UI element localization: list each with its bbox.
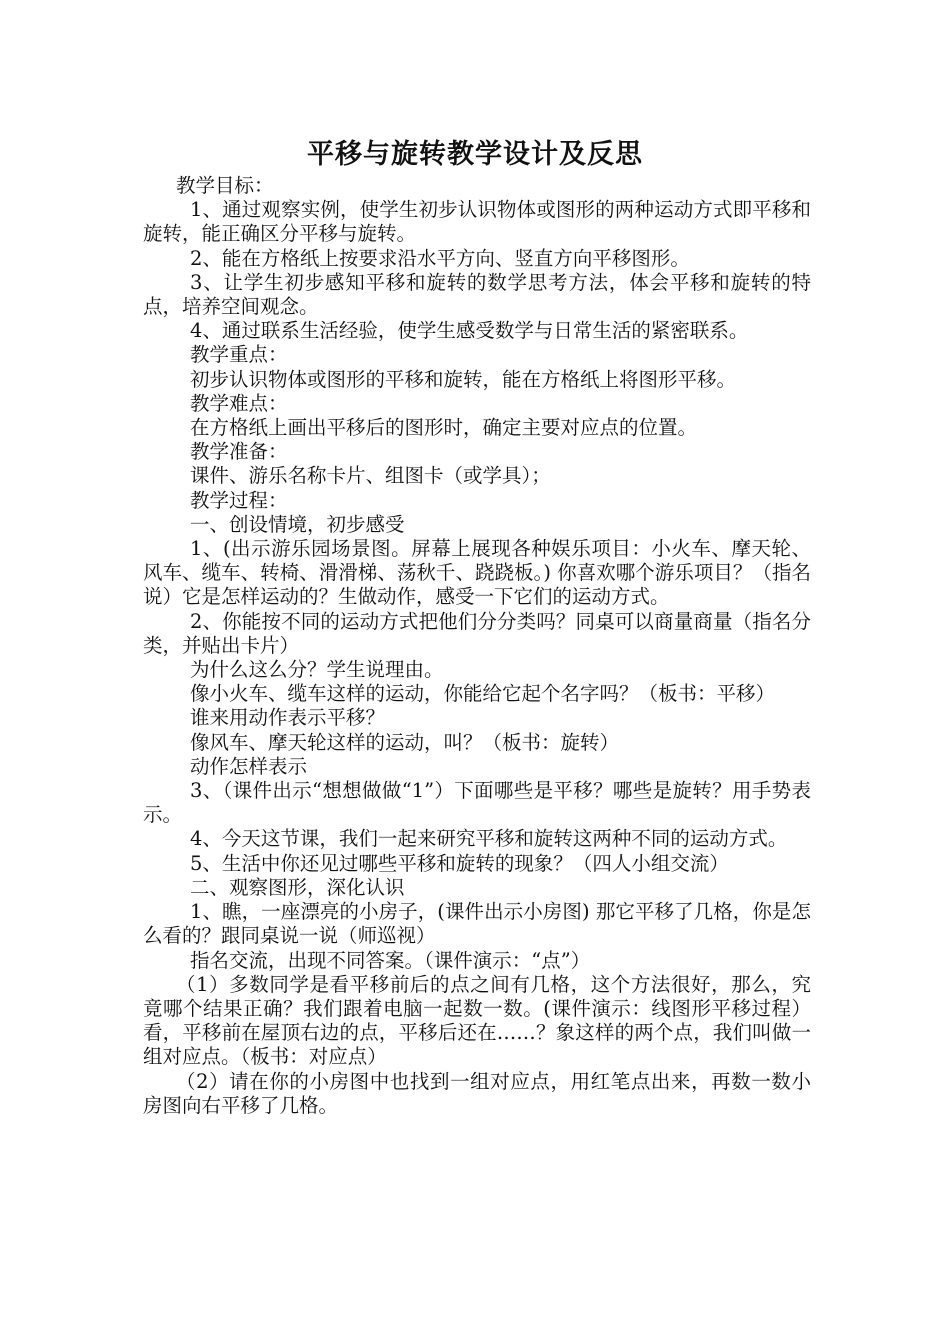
paragraph: 教学难点： bbox=[190, 391, 288, 415]
paragraph: 课件、游乐名称卡片、组图卡（或学具）； bbox=[190, 464, 551, 488]
paragraph: 教学准备： bbox=[190, 440, 288, 464]
paragraph: 像风车、摩天轮这样的运动，叫？（板书：旋转） bbox=[190, 730, 620, 754]
document-body bbox=[143, 174, 811, 1118]
paragraph: 教学目标： bbox=[176, 174, 274, 197]
paragraph: 3、（课件出示“想想做做“1”）下面哪些是平移？哪些是旋转？用手势表示。 bbox=[143, 779, 811, 827]
paragraph: 一、创设情境，初步感受 bbox=[190, 512, 405, 536]
paragraph: （1）多数同学是看平移前后的点之间有几格，这个方法很好，那么，究竟哪个结果正确？我们跟着电脑一起数一数。(课件演示：线图形平移过程）看，平移前在屋顶右边的点，平移后还在……？象这样的两个点，我们叫做一组对应点。（板书：对应点） bbox=[143, 972, 811, 1069]
paragraph: 1、瞧，一座漂亮的小房子，(课件出示小房图) 那它平移了几格，你是怎么看的？跟同桌说一说（师巡视） bbox=[143, 900, 811, 948]
paragraph: 4、通过联系生活经验，使学生感受数学与日常生活的紧密联系。 bbox=[190, 319, 749, 343]
paragraph: 初步认识物体或图形的平移和旋转，能在方格纸上将图形平移。 bbox=[190, 367, 737, 391]
paragraph: 1、通过观察实例，使学生初步认识物体或图形的两种运动方式即平移和旋转，能正确区分平移与旋转。 bbox=[143, 198, 811, 246]
paragraph: 动作怎样表示 bbox=[190, 754, 308, 778]
paragraph: 教学过程： bbox=[190, 488, 288, 512]
paragraph: 4、今天这节课，我们一起来研究平移和旋转这两种不同的运动方式。 bbox=[190, 827, 788, 851]
paragraph: 像小火车、缆车这样的运动，你能给它起个名字吗？（板书：平移） bbox=[190, 682, 776, 706]
paragraph: 2、能在方格纸上按要求沿水平方向、竖直方向平移图形。 bbox=[190, 246, 690, 270]
paragraph: 谁来用动作表示平移？ bbox=[190, 706, 386, 730]
paragraph: 为什么这么分？学生说理由。 bbox=[190, 658, 444, 682]
paragraph: （2）请在你的小房图中也找到一组对应点，用红笔点出来，再数一数小房图向右平移了几格。 bbox=[143, 1069, 811, 1117]
paragraph: 5、生活中你还见过哪些平移和旋转的现象？（四人小组交流） bbox=[190, 851, 729, 875]
paragraph: 2、你能按不同的运动方式把他们分分类吗？同桌可以商量商量（指名分类，并贴出卡片） bbox=[143, 609, 811, 657]
paragraph: 在方格纸上画出平移后的图形时，确定主要对应点的位置。 bbox=[190, 416, 698, 440]
paragraph: 教学重点： bbox=[190, 343, 288, 367]
paragraph: 3、让学生初步感知平移和旋转的数学思考方法，体会平移和旋转的特点，培养空间观念。 bbox=[143, 270, 811, 319]
paragraph: 二、观察图形，深化认识 bbox=[190, 875, 405, 899]
paragraph: 指名交流，出现不同答案。（课件演示：“点”） bbox=[190, 948, 591, 972]
paragraph: 1、(出示游乐园场景图。屏幕上展现各种娱乐项目：小火车、摩天轮、风车、缆车、转椅、滑滑梯、荡秋千、跷跷板。) 你喜欢哪个游乐项目？（指名说）它是怎样运动的？生做动作，感受一下它们的运动方式。 bbox=[143, 537, 811, 609]
document-title: 平移与旋转教学设计及反思 bbox=[307, 139, 643, 170]
